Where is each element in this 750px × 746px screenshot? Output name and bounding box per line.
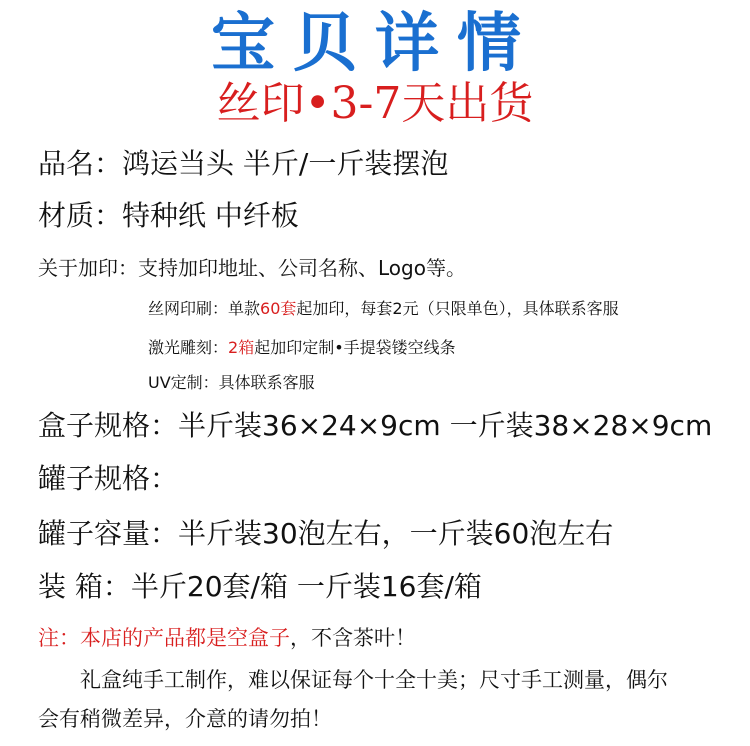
disclaimer-line-1: 礼盒纯手工制作，难以保证每个十全十美；尺寸手工测量，偶尔 — [80, 668, 668, 692]
page-title: 宝贝详情 — [211, 6, 539, 81]
packing: 装 箱：半斤20套/箱 一斤装16套/箱 — [38, 570, 482, 603]
uv-custom: UV定制：具体联系客服 — [148, 373, 315, 392]
page-subtitle: 丝印•3-7天出货 — [216, 78, 534, 129]
product-name: 品名：鸿运当头 半斤/一斤装摆泡 — [38, 147, 449, 180]
disclaimer-line-2: 会有稍微差异，介意的请勿拍！ — [38, 707, 332, 731]
jar-spec: 罐子规格： — [38, 462, 179, 495]
laser-quantity: 2箱 — [228, 338, 255, 357]
laser-prefix: 激光雕刻： — [148, 338, 229, 357]
note-prefix: 注：本店的产品都是空盒子 — [38, 626, 290, 650]
material: 材质：特种纸 中纤板 — [38, 199, 299, 232]
note — [38, 624, 416, 652]
jar-capacity: 罐子容量：半斤装30泡左右，一斤装60泡左右 — [38, 517, 614, 550]
silk-prefix: 丝网印刷：单款 — [148, 299, 261, 318]
laser-suffix: 起加印定制•手提袋镂空线条 — [254, 338, 456, 357]
laser-engraving — [148, 336, 456, 360]
note-suffix: ，不含茶叶！ — [290, 626, 416, 650]
box-spec: 盒子规格：半斤装36×24×9cm 一斤装38×28×9cm — [38, 409, 713, 442]
silk-quantity: 60套 — [260, 299, 297, 318]
silk-suffix: 起加印，每套2元（只限单色），具体联系客服 — [296, 299, 619, 318]
printing-about: 关于加印：支持加印地址、公司名称、Logo等。 — [38, 256, 466, 280]
silk-screen-printing — [148, 297, 619, 321]
